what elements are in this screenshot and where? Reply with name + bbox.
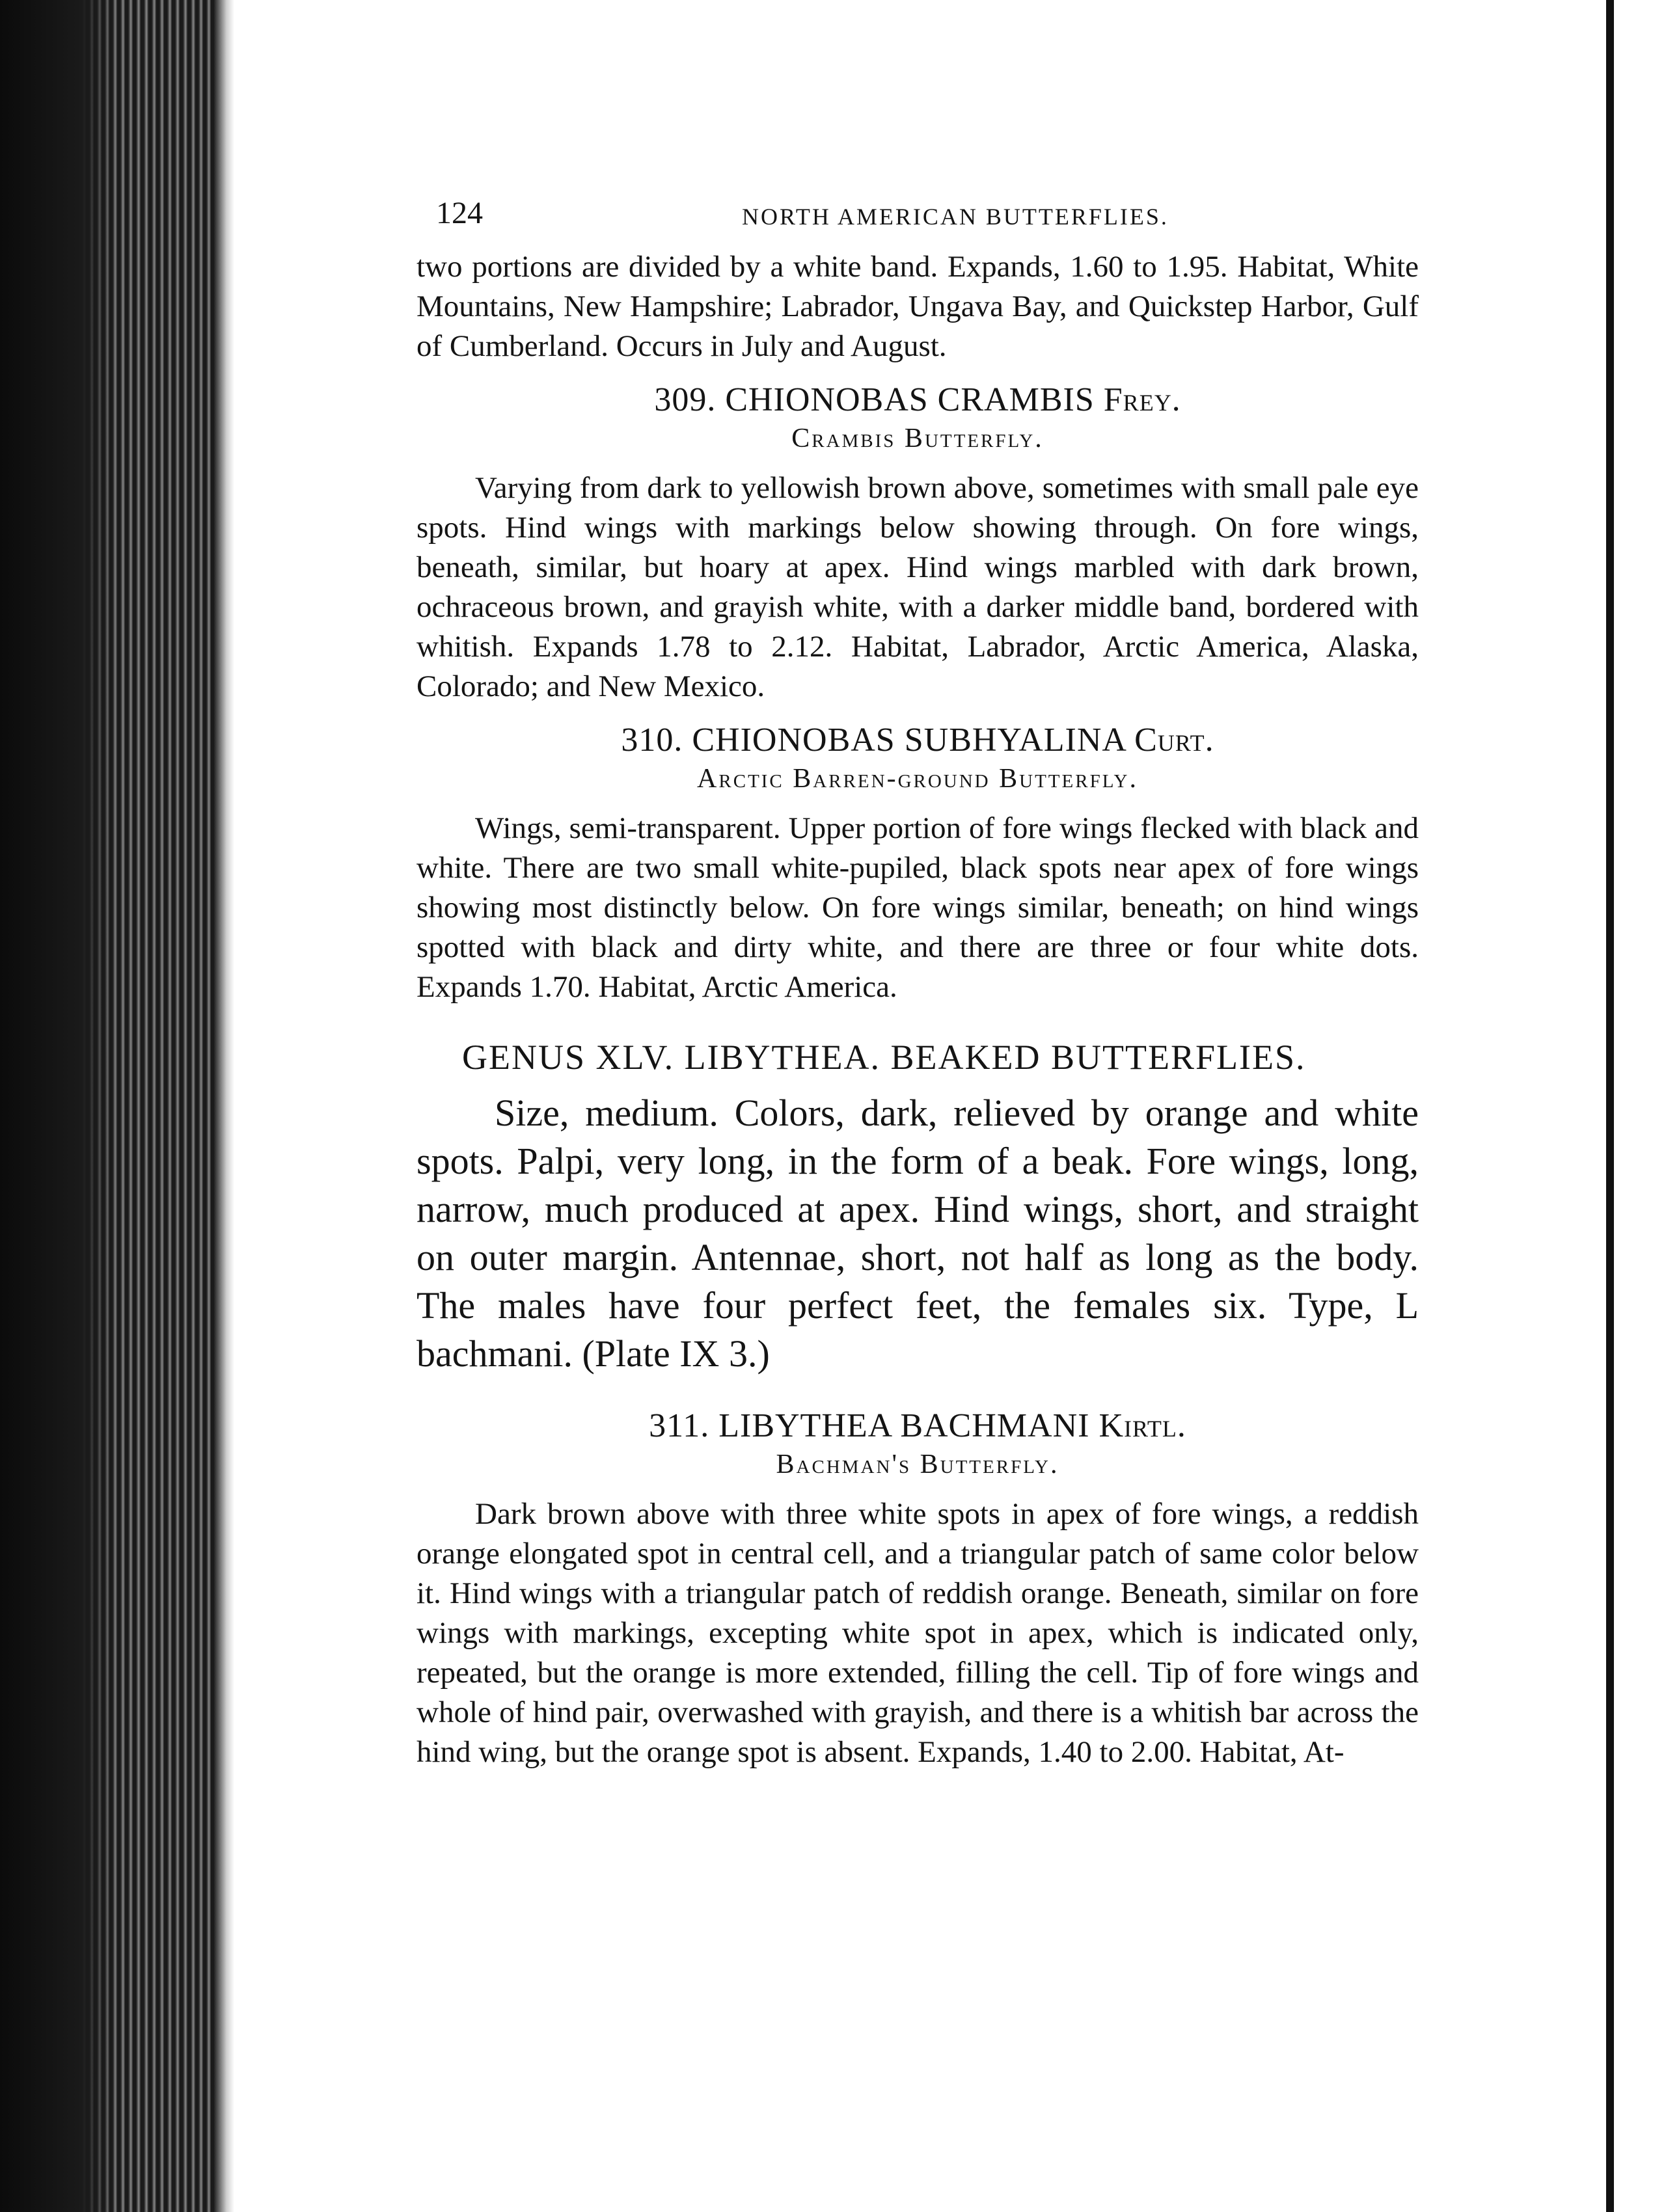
common-name-309: Crambis Butterfly. (791, 424, 1044, 453)
species-description-310: Wings, semi-transparent. Upper portion of fore wings flecked with black and white. There are two small white-pupiled, black spots near apex of fore wings showing most distinctly below. On fore wings similar, beneath; on hind wings spotted with black and dirty white, and there are three or four white dots. Expands 1.70. Habitat, Arctic America. (416, 811, 1419, 1004)
continuation-paragraph: two portions are divided by a white band. Expands, 1.60 to 1.95. Habitat, White Mountains, New Hampshire; Labrador, Ungava Bay, and Quickstep Harbor, Gulf of Cumberland. Occurs in July and August. (416, 250, 1419, 363)
book-edge-shadow (0, 0, 117, 2212)
species-heading-311 (416, 1407, 1419, 1445)
species-heading-309 (416, 381, 1419, 419)
species-description-309: Varying from dark to yellowish brown above, sometimes with small pale eye spots. Hind wings with markings below showing through. On fore wings, beneath, similar, but hoary at apex. Hind wings marbled with dark brown, ochraceous brown, and grayish white, with a darker middle band, bordered with whitish. Expands 1.78 to 2.12. Habitat, Labrador, Arctic America, Alaska, Colorado; and New Mexico. (416, 471, 1419, 703)
species-author: Curt. (1134, 722, 1214, 759)
running-head-title: NORTH AMERICAN BUTTERFLIES. (742, 204, 1169, 230)
page-gutter (215, 0, 234, 2212)
species-name: 311. LIBYTHEA BACHMANI (649, 1407, 1090, 1444)
genus-description: Size, medium. Colors, dark, relieved by orange and white spots. Palpi, very long, in the form of a beak. Fore wings, long, narrow, much produced at apex. Hind wings, short, and straight on outer margin. Antennae, short, not half as long as the body. The males have four perfect feet, the females six. Type, L bachmani. (Plate IX 3.) (416, 1092, 1419, 1375)
species-description-311: Dark brown above with three white spots in apex of fore wings, a reddish orange elongated spot in central cell, and a triangular patch of same color below it. Hind wings with a triangular patch of reddish orange. Beneath, similar on fore wings with markings, excepting white spot in apex, which is indicated only, repeated, but the orange is more extended, filling the cell. Tip of fore wings and whole of hind pair, overwashed with grayish, and there is a whitish bar across the hind wing, but the orange spot is absent. Expands, 1.40 to 2.00. Habitat, At- (416, 1497, 1419, 1769)
right-page-border (1606, 0, 1614, 2212)
species-author: Kirtl. (1099, 1407, 1186, 1444)
common-name-310: Arctic Barren-ground Butterfly. (697, 764, 1138, 794)
page-content (416, 195, 1419, 1772)
species-name: 309. CHIONOBAS CRAMBIS (654, 381, 1095, 418)
page-number: 124 (436, 196, 483, 230)
species-name: 310. CHIONOBAS SUBHYALINA (621, 722, 1126, 759)
common-name-311: Bachman's Butterfly. (776, 1450, 1059, 1479)
running-head (416, 195, 1419, 247)
right-margin (1614, 0, 1679, 2212)
species-author: Frey. (1103, 381, 1181, 418)
species-heading-310 (416, 721, 1419, 759)
genus-heading: GENUS XLV. LIBYTHEA. BEAKED BUTTERFLIES. (462, 1038, 1306, 1077)
